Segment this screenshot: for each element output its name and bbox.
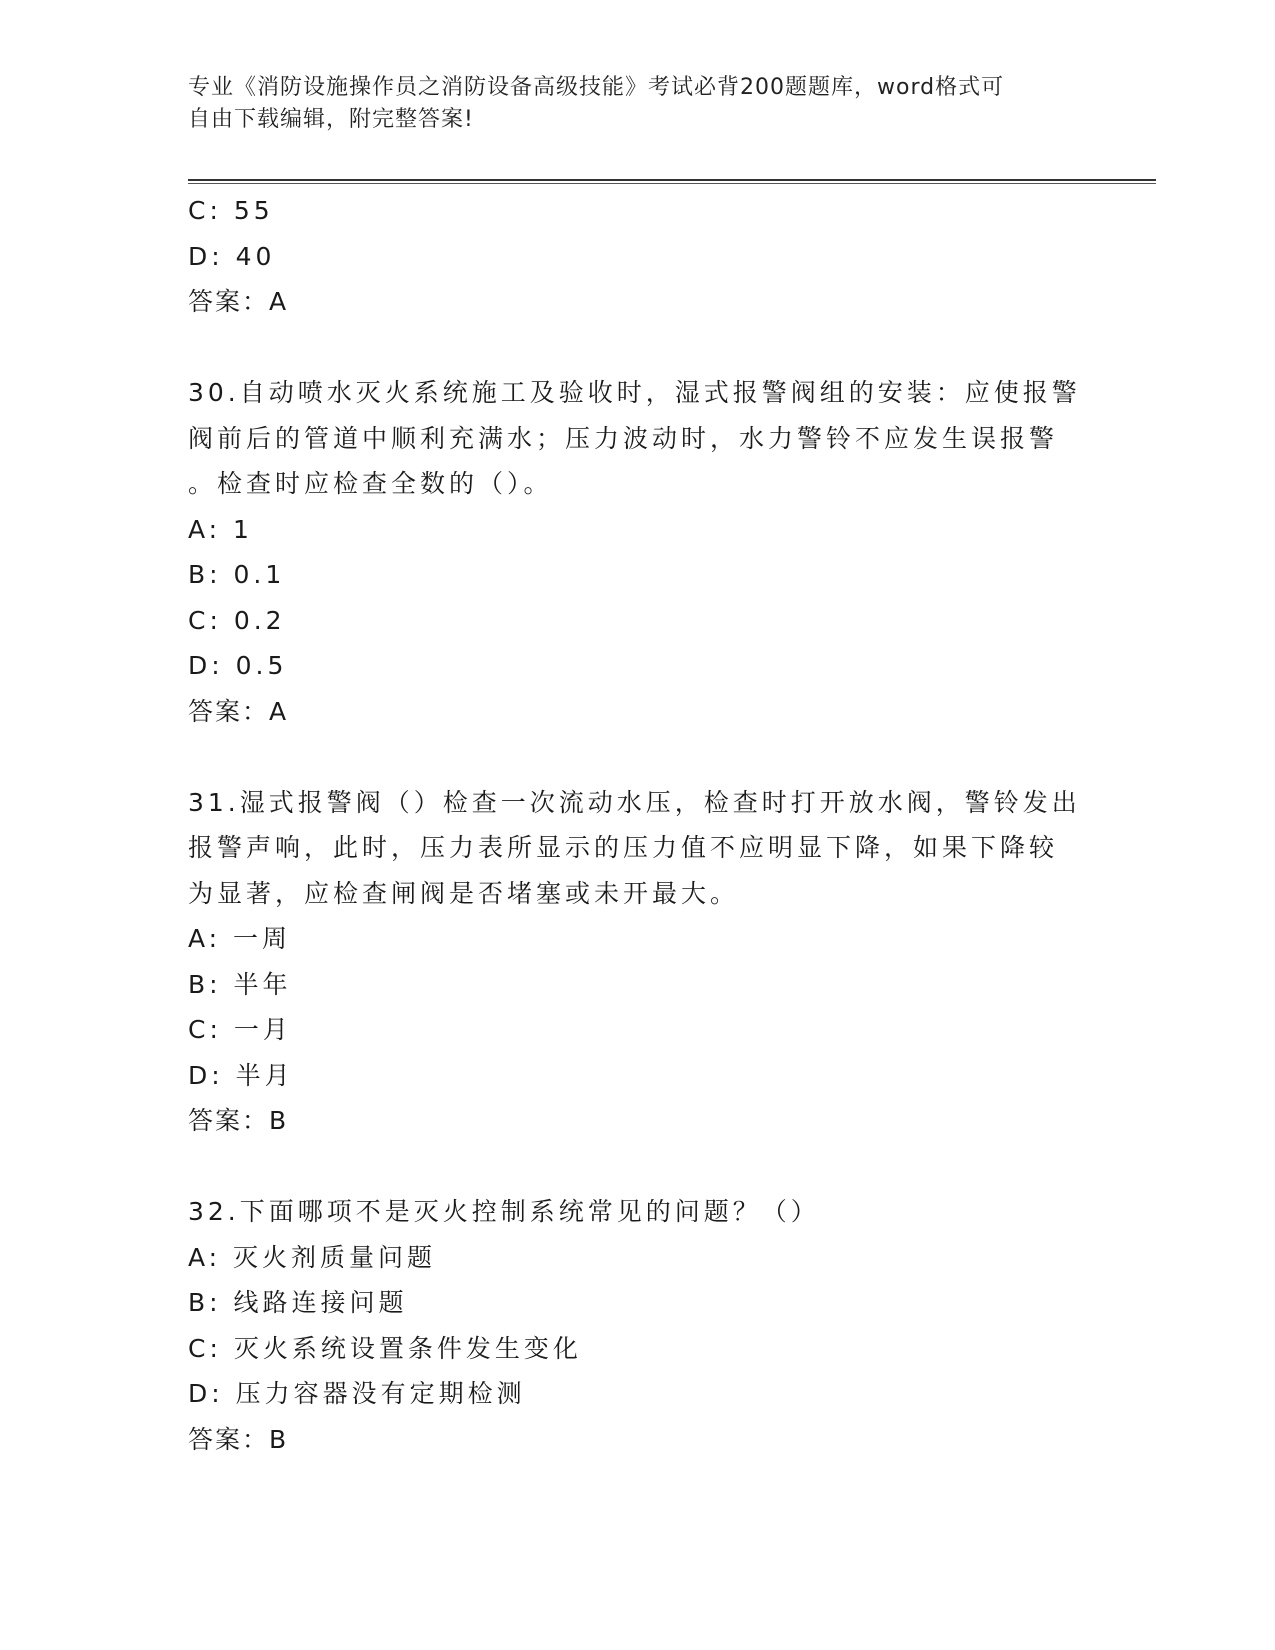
option-a: A: 一周 (188, 924, 292, 953)
answer-line: 答案：A (188, 287, 289, 316)
option-d: D: 压力容器没有定期检测 (188, 1379, 526, 1408)
option-c: C: 55 (188, 196, 274, 225)
spacer (188, 734, 1088, 780)
question-stem-line: 为显著，应检查闸阀是否堵塞或未开最大。 (188, 878, 740, 908)
option-c: C: 灭火系统设置条件发生变化 (188, 1333, 582, 1363)
option-c: C: 0.2 (188, 605, 286, 635)
option-d: D: 半月 (188, 1060, 294, 1090)
question-stem-line: 32.下面哪项不是灭火控制系统常见的问题？（） (188, 1197, 820, 1226)
question-stem-line: 报警声响，此时，压力表所显示的压力值不应明显下降，如果下降较 (188, 833, 1059, 862)
option-c: C: 一月 (188, 1015, 292, 1044)
question-30 (188, 370, 1088, 734)
question-stem-line: 30.自动喷水灭火系统施工及验收时，湿式报警阀组的安装：应使报警 (188, 378, 1081, 407)
document-header (188, 72, 1068, 136)
question-29 (188, 188, 1088, 325)
header-divider-thick (188, 179, 1156, 181)
question-31 (188, 780, 1088, 1144)
option-b: B: 半年 (188, 969, 292, 999)
question-stem-line: 。检查时应检查全数的（）。 (188, 469, 553, 498)
option-a: A: 1 (188, 514, 253, 544)
question-stem-line: 阀前后的管道中顺利充满水；压力波动时，水力警铃不应发生误报警 (188, 423, 1059, 453)
answer-line: 答案：B (188, 1424, 289, 1454)
question-32 (188, 1189, 1088, 1462)
answer-line: 答案：A (188, 696, 289, 726)
option-b: B: 0.1 (188, 560, 286, 589)
spacer (188, 1144, 1088, 1190)
question-list (188, 188, 1088, 1462)
option-b: B: 线路连接问题 (188, 1288, 408, 1317)
header-line-1: 专业《消防设施操作员之消防设备高级技能》考试必背200题题库，word格式可 (188, 75, 1005, 100)
header-divider-thin (188, 183, 1156, 184)
header-line-2: 自由下载编辑，附完整答案! (188, 107, 474, 132)
answer-line: 答案：B (188, 1106, 289, 1135)
option-d: D: 40 (188, 241, 276, 271)
question-stem-line: 31.湿式报警阀（）检查一次流动水压，检查时打开放水阀，警铃发出 (188, 787, 1081, 817)
spacer (188, 325, 1088, 371)
option-d: D: 0.5 (188, 651, 288, 680)
option-a: A: 灭火剂质量问题 (188, 1242, 437, 1272)
